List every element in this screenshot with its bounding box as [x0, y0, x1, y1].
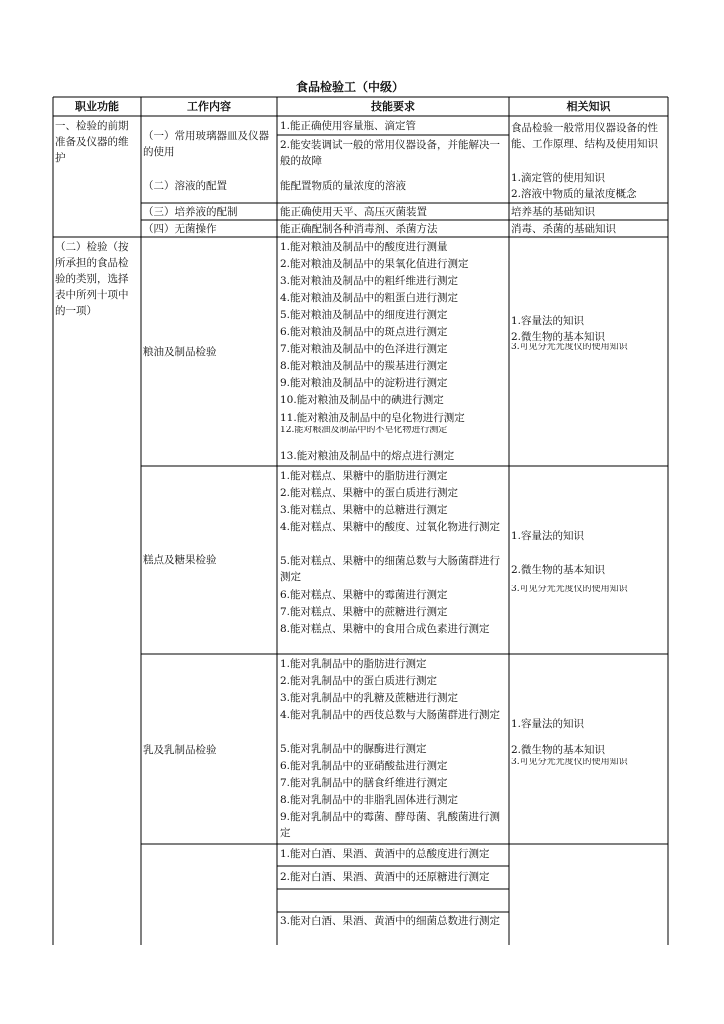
skill-item: 2.能对粮油及制品中的果氧化值进行测定 — [280, 258, 469, 270]
function-cell-inspection: （二）检验（按所承担的食品检验的类别，选择表中所列十项中的一项） — [55, 241, 129, 317]
skill-item: 6.能对粮油及制品中的斑点进行测定 — [280, 326, 448, 338]
knowledge-item: 2.微生物的基本知识 — [511, 744, 606, 756]
skill-item: 3.能对糕点、果糖中的总糖进行测定 — [280, 504, 448, 516]
skill-item: 8.能对糕点、果糖中的食用合成色素进行测定 — [280, 623, 490, 635]
skill-item: 12.能对粮油及制品中的不皂化物进行测定 — [280, 426, 448, 435]
content-cell-dairy: 乳及乳制品检验 — [143, 744, 217, 756]
skill-item: 6.能对糕点、果糖中的霉菌进行测定 — [280, 589, 448, 601]
skill-item: 10.能对粮油及制品中的碘进行测定 — [280, 394, 444, 406]
skill-item: 3.能对白酒、果酒、黄酒中的细菌总数进行测定 — [280, 915, 501, 927]
knowledge-item: 3.可见分光光度仪的使用知识 — [511, 343, 628, 352]
skill-item: 能正确使用天平、高压灭菌装置 — [280, 206, 427, 218]
page-title: 食品检验工（中级） — [295, 80, 404, 94]
skill-item: 1.能正确使用容量瓶、滴定管 — [280, 120, 417, 132]
column-header-knowledge: 相关知识 — [566, 100, 611, 113]
knowledge-cell: 培养基的基础知识 — [511, 206, 595, 218]
column-header-function: 职业功能 — [75, 100, 119, 113]
knowledge-cell: 消毒、杀菌的基础知识 — [511, 223, 616, 235]
content-cell-aseptic: （四）无菌操作 — [143, 223, 217, 235]
knowledge-item: 3.可见分光光度仪的使用知识 — [511, 758, 628, 767]
skill-item: 13.能对粮油及制品中的熔点进行测定 — [280, 450, 455, 462]
knowledge-item: 1.容量法的知识 — [511, 315, 585, 327]
knowledge-item: 2.微生物的基本知识 — [511, 331, 606, 343]
skill-item: 8.能对粮油及制品中的羰基进行测定 — [280, 360, 448, 372]
skill-item: 4.能对乳制品中的西伎总数与大肠菌群进行测定 — [280, 709, 501, 721]
skill-item: 1.能对粮油及制品中的酸度进行测量 — [280, 241, 448, 253]
skill-item: 8.能对乳制品中的非脂乳固体进行测定 — [280, 794, 459, 806]
function-cell-prep: 一、检验的前期准备及仪器的维护 — [55, 120, 129, 164]
knowledge-item: 1.滴定管的使用知识 — [511, 172, 606, 184]
content-cell-glassware: （一）常用玻璃器皿及仪器的使用 — [143, 130, 269, 158]
skill-item: 9.能对粮油及制品中的淀粉进行测定 — [280, 377, 448, 389]
content-cell-grain-oil: 粮油及制品检验 — [143, 346, 217, 358]
content-cell-pastry-candy: 糕点及糖果检验 — [143, 554, 217, 566]
skill-item: 1.能对白酒、果酒、黄酒中的总酸度进行测定 — [280, 848, 490, 860]
skill-item: 3.能对粮油及制品中的粗纤维进行测定 — [280, 275, 459, 287]
knowledge-cell: 食品检验一般常用仪器设备的性能、工作原理、结构及使用知识 — [511, 122, 658, 150]
knowledge-item: 2.溶液中物质的量浓度概念 — [511, 188, 637, 200]
skill-item: 4.能对粮油及制品中的粗蛋白进行测定 — [280, 292, 459, 304]
skill-item: 1.能对糕点、果糖中的脂肪进行测定 — [280, 470, 448, 482]
knowledge-item: 1.容量法的知识 — [511, 530, 585, 542]
skill-item: 3.能对乳制品中的乳糖及蔗糖进行测定 — [280, 692, 459, 704]
knowledge-item: 3.可见分光光度仪的使用知识 — [511, 585, 628, 594]
knowledge-item: 1.容量法的知识 — [511, 718, 585, 730]
column-header-content: 工作内容 — [187, 100, 231, 113]
column-header-skills: 技能要求 — [371, 100, 415, 113]
content-cell-solution: （二）溶液的配置 — [143, 180, 227, 192]
skill-item: 9.能对乳制品中的霉菌、酵母菌、乳酸菌进行测定 — [280, 811, 501, 839]
skill-item: 2.能对乳制品中的蛋白质进行测定 — [280, 675, 438, 687]
skill-item: 4.能对糕点、果糖中的酸度、过氧化物进行测定 — [280, 521, 501, 533]
skill-item: 能正确配制各种消毒剂、杀菌方法 — [280, 223, 438, 235]
knowledge-item: 2.微生物的基本知识 — [511, 564, 606, 576]
skill-item: 2.能安装调试一般的常用仪器设备，并能解决一般的故障 — [280, 139, 501, 167]
skill-item: 1.能对乳制品中的脂肪进行测定 — [280, 658, 427, 670]
skill-item: 2.能对白酒、果酒、黄酒中的还原糖进行测定 — [280, 871, 490, 883]
content-cell-culture: （三）培养液的配制 — [143, 206, 238, 218]
skill-item: 7.能对糕点、果糖中的蔗糖进行测定 — [280, 606, 448, 618]
skill-item: 5.能对粮油及制品中的细度进行测定 — [280, 309, 448, 321]
skill-item: 2.能对糕点、果糖中的蛋白质进行测定 — [280, 487, 459, 499]
skill-item: 7.能对乳制品中的膳食纤维进行测定 — [280, 777, 448, 789]
skill-item: 5.能对糕点、果糖中的细菌总数与大肠菌群进行测定 — [280, 555, 501, 583]
skill-item: 6.能对乳制品中的亚硝酸盐进行测定 — [280, 760, 448, 772]
skill-item: 能配置物质的量浓度的溶液 — [280, 180, 406, 192]
skill-item: 5.能对乳制品中的脲酶进行测定 — [280, 743, 427, 755]
skill-item: 7.能对粮油及制品中的色泽进行测定 — [280, 343, 448, 355]
skill-item: 11.能对粮油及制品中的皂化物进行测定 — [280, 412, 465, 424]
